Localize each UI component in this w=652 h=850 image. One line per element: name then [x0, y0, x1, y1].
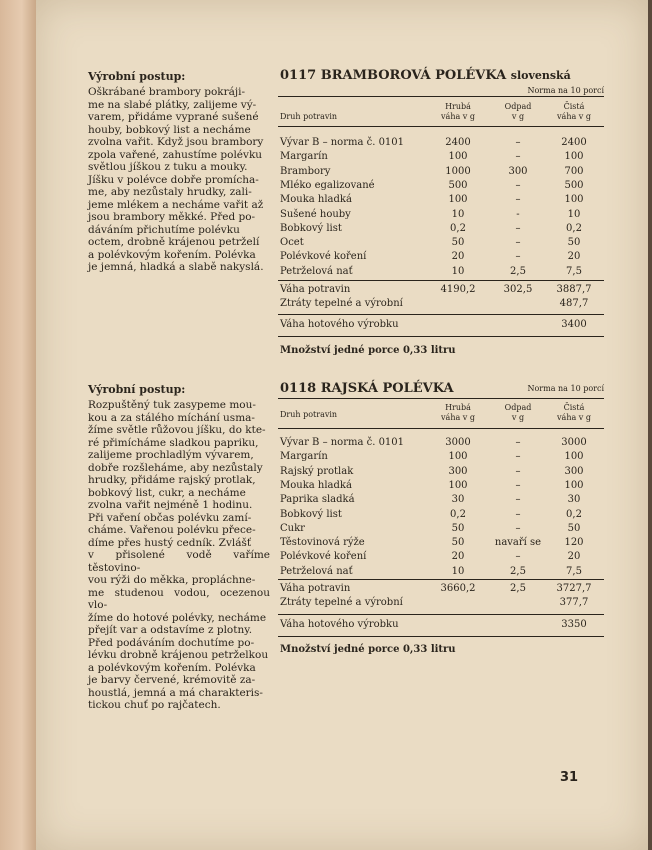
header-waste-1: Odpad v g [504, 102, 532, 121]
cell: Mouka hladká [280, 479, 352, 491]
cell: 100 [564, 451, 584, 463]
portion-note-1: Množství jedné porce 0,33 litru [280, 345, 456, 356]
header-net-2: Čistá váha v g [557, 403, 591, 422]
cell: 100 [448, 151, 468, 163]
cell: 100 [448, 194, 468, 206]
cell: 100 [448, 479, 468, 491]
procedure-text-1: Oškrábané brambory pokráji- me na slabé plátky, zalijeme vý- varem, přidáme vyprané sušené houby, bobkový list a necháme zvolna vařit. Když jsou brambory zpola vařené, zahustíme polévku světlou jíškou z tuku a mouky. Jíšku v polévce dobře promícha- me, aby nezůstaly hrudky, zali- jeme mlékem a necháme vařit až jsou brambory měkké. Před po- dáváním přichutíme polévku octem, drobně krájenou petrželí a polévkovým kořením. Polévka je jemná, hladká a slabě nakyslá. [88, 86, 264, 273]
cell: – [515, 479, 521, 491]
table-row [280, 165, 604, 179]
cell: 100 [564, 479, 584, 491]
final-row-2 [280, 618, 604, 632]
cell: – [515, 508, 521, 520]
cell: 30 [567, 494, 581, 506]
cell: Mléko egalizované [280, 179, 375, 191]
cell: 0,2 [450, 508, 466, 520]
norma-label-1: Norma na 10 porcí [527, 86, 604, 95]
cell: Váha hotového výrobku [280, 619, 399, 630]
cell: – [515, 137, 521, 148]
header-waste-2: Odpad v g [504, 403, 532, 422]
cell: 302,5 [503, 284, 533, 295]
cell: 2,5 [510, 565, 526, 577]
cell: 50 [451, 537, 465, 549]
cell: Mouka hladká [280, 194, 352, 206]
cell: 4190,2 [440, 284, 476, 295]
table-rule [278, 126, 604, 127]
cell: Váha potravin [280, 583, 351, 594]
cell: Bobkový list [280, 222, 342, 234]
table-row [280, 508, 604, 522]
cell: Brambory [280, 165, 331, 177]
table-rule [278, 614, 604, 615]
recipe-title-main: 0117 BRAMBOROVÁ POLÉVKA [280, 68, 507, 83]
cell: Polévkové koření [280, 551, 367, 563]
cell: – [515, 237, 521, 249]
cell: 120 [564, 537, 584, 549]
table-row [280, 265, 604, 279]
cell: 377,7 [559, 597, 589, 608]
cell: 487,7 [559, 298, 589, 309]
table-rule [278, 579, 604, 580]
cell: Ztráty tepelné a výrobní [280, 597, 403, 608]
cell: 3000 [561, 437, 587, 448]
cell: Těstovinová rýže [280, 537, 365, 549]
table-rule [278, 314, 604, 315]
cell: Ztráty tepelné a výrobní [280, 298, 403, 309]
table-rule [278, 428, 604, 429]
procedure-title-2: Výrobní postup: [88, 383, 186, 396]
table-row [280, 565, 604, 579]
procedure-title-1: Výrobní postup: [88, 70, 186, 83]
table-row [280, 436, 604, 450]
cell: – [515, 194, 521, 206]
cell: 2,5 [510, 265, 526, 277]
cell: 3350 [561, 619, 587, 630]
cell: 0,2 [450, 222, 466, 234]
cell: 3887,7 [556, 284, 592, 295]
table-row [280, 179, 604, 193]
portion-note-2: Množství jedné porce 0,33 litru [280, 644, 456, 655]
recipe-title-1 [280, 68, 571, 83]
cell: Cukr [280, 522, 305, 534]
table-row [280, 222, 604, 236]
cell: Bobkový list [280, 508, 342, 520]
table-row [280, 250, 604, 264]
cell: - [516, 208, 520, 220]
cell: – [515, 451, 521, 463]
cell: 300 [564, 465, 584, 477]
table-rule [278, 336, 604, 337]
cell: 10 [451, 265, 465, 277]
table-row [280, 136, 604, 150]
cell: 7,5 [566, 565, 582, 577]
table-row [280, 236, 604, 250]
cell: Váha potravin [280, 284, 351, 295]
cell: 30 [451, 494, 465, 506]
table-rule [278, 636, 604, 637]
table-row [280, 193, 604, 207]
cell: 10 [567, 208, 581, 220]
cell: – [515, 179, 521, 191]
cell: 3727,7 [556, 583, 592, 594]
loss-row-2 [280, 596, 604, 610]
recipe-title-sub: slovenská [510, 69, 571, 82]
table-row [280, 150, 604, 164]
page-edge [0, 0, 36, 850]
cell: 300 [508, 165, 528, 177]
cell: Ocet [280, 237, 304, 249]
cell: – [515, 251, 521, 263]
header-gross-1: Hrubá váha v g [441, 102, 475, 121]
cell: 20 [451, 551, 465, 563]
cell: 10 [451, 565, 465, 577]
cell: Váha hotového výrobku [280, 319, 399, 330]
cell: 500 [448, 179, 468, 191]
cell: Sušené houby [280, 208, 351, 220]
total-row-2 [280, 582, 604, 596]
cell: 0,2 [566, 222, 582, 234]
cell: 7,5 [566, 265, 582, 277]
cell: Petrželová nať [280, 565, 353, 577]
cell: navaří se [494, 537, 542, 549]
procedure-text-2: Rozpuštěný tuk zasypeme mou- kou a za stálého míchání usma- žíme světle růžovou jíšku, do kte- ré přimícháme sladkou papriku, zalijeme prochladlým vývarem, dobře rozšleháme, aby nezůstaly hrudky, přidáme rajský protlak, bobkový list, cukr, a necháme zvolna vařit nejméně 1 hodinu. Při vaření občas polévku zamí- cháme. Vařenou polévku přece- díme přes hustý cedník. Zvlášť v přisolené vodě vaříme těstovino- vou rýži do měkka, propláchne- me studenou vodou, ocezenou vlo- žíme do hotové polévky, necháme přejít var a odstavíme z plotny. Před podáváním dochutíme po- lévku drobně krájenou petrželkou a polévkovým kořením. Polévka je barvy červené, krémovitě za- houstlá, jemná a má charakteris- tickou chuť po rajčatech. [88, 399, 270, 711]
cell: 20 [451, 251, 465, 263]
cell: 2,5 [510, 583, 526, 594]
cell: 3000 [445, 437, 471, 448]
loss-row-1 [280, 297, 604, 311]
table-row [280, 450, 604, 464]
cell: Paprika sladká [280, 494, 355, 506]
page-number: 31 [560, 770, 579, 785]
cell: 100 [448, 451, 468, 463]
cell: 700 [564, 165, 584, 177]
cell: – [515, 151, 521, 163]
header-name-2: Druh potravin [280, 410, 338, 419]
cell: – [515, 522, 521, 534]
table-row [280, 536, 604, 550]
cell: 100 [564, 194, 584, 206]
cell: Petrželová nať [280, 265, 353, 277]
final-row-1 [280, 318, 604, 332]
cell: Margarín [280, 151, 328, 163]
cell: 10 [451, 208, 465, 220]
cell: 50 [567, 237, 581, 249]
cell: 3660,2 [440, 583, 476, 594]
cell: Rajský protlak [280, 465, 354, 477]
recipe-title-main: 0118 RAJSKÁ POLÉVKA [280, 381, 454, 396]
table-rule [278, 96, 604, 97]
cell: 2400 [445, 137, 471, 148]
table-row [280, 208, 604, 222]
cell: 3400 [561, 319, 587, 330]
cell: 1000 [445, 165, 471, 177]
cell: 2400 [561, 137, 587, 148]
table-row [280, 479, 604, 493]
cell: 0,2 [566, 508, 582, 520]
table-row [280, 550, 604, 564]
cell: 50 [451, 522, 465, 534]
total-row-1 [280, 283, 604, 297]
cell: 20 [567, 551, 581, 563]
cell: Margarín [280, 451, 328, 463]
header-net-1: Čistá váha v g [557, 102, 591, 121]
cell: – [515, 494, 521, 506]
table-rule [278, 280, 604, 281]
cell: 300 [448, 465, 468, 477]
recipe-title-2 [280, 381, 454, 396]
cell: – [515, 437, 521, 448]
table-row [280, 493, 604, 507]
header-name-1: Druh potravin [280, 112, 338, 121]
cell: Vývar B – norma č. 0101 [280, 137, 405, 148]
cell: – [515, 222, 521, 234]
cell: 20 [567, 251, 581, 263]
table-row [280, 522, 604, 536]
cell: – [515, 551, 521, 563]
norma-label-2: Norma na 10 porcí [527, 384, 604, 393]
cell: Polévkové koření [280, 251, 367, 263]
cell: 100 [564, 151, 584, 163]
cell: Vývar B – norma č. 0101 [280, 437, 405, 448]
cell: 50 [567, 522, 581, 534]
header-gross-2: Hrubá váha v g [441, 403, 475, 422]
table-rule [278, 398, 604, 399]
table-row [280, 465, 604, 479]
cell: 500 [564, 179, 584, 191]
cell: – [515, 465, 521, 477]
cell: 50 [451, 237, 465, 249]
